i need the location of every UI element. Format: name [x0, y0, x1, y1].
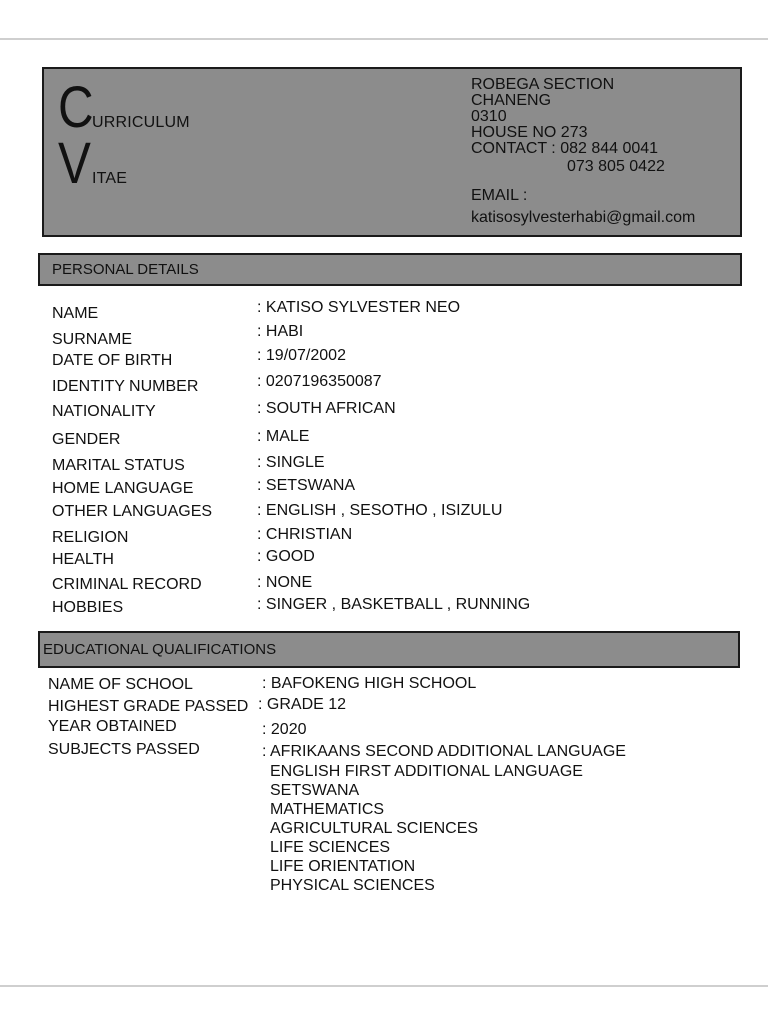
subject-item: PHYSICAL SCIENCES: [270, 877, 435, 894]
detail-label: MARITAL STATUS: [52, 457, 185, 474]
detail-value: : KATISO SYLVESTER NEO: [257, 299, 461, 316]
detail-value: : HABI: [257, 323, 304, 340]
detail-value: : SINGER , BASKETBALL , RUNNING: [257, 596, 531, 613]
section-title: PERSONAL DETAILS: [52, 261, 199, 278]
personal-details-heading: [38, 253, 742, 286]
detail-label: DATE OF BIRTH: [52, 352, 173, 369]
education-value: : AFRIKAANS SECOND ADDITIONAL LANGUAGE: [262, 743, 626, 760]
address-line: 0310: [471, 108, 507, 125]
detail-label: HOBBIES: [52, 599, 124, 616]
education-label: YEAR OBTAINED: [48, 718, 177, 735]
detail-label: GENDER: [52, 431, 121, 448]
subject-item: SETSWANA: [270, 782, 360, 799]
cv-header: [42, 67, 742, 237]
detail-value: : GOOD: [257, 548, 315, 565]
detail-value: : SINGLE: [257, 454, 325, 471]
detail-label: RELIGION: [52, 529, 129, 546]
detail-label: SURNAME: [52, 331, 133, 348]
detail-value: : 19/07/2002: [257, 347, 346, 364]
detail-value: : ENGLISH , SESOTHO , ISIZULU: [257, 502, 503, 519]
bottom-divider: [0, 985, 768, 987]
vitae-initial: V: [58, 131, 91, 196]
detail-label: OTHER LANGUAGES: [52, 503, 213, 520]
curriculum-word: [58, 75, 190, 140]
address-line: ROBEGA SECTION: [471, 76, 615, 93]
curriculum-initial: C: [58, 75, 94, 140]
detail-value: : MALE: [257, 428, 310, 445]
email-label: EMAIL :: [471, 187, 528, 204]
vitae-word: [58, 131, 128, 196]
subject-item: AGRICULTURAL SCIENCES: [270, 820, 479, 837]
subjects-list: [270, 762, 583, 895]
subject-item: ENGLISH FIRST ADDITIONAL LANGUAGE: [270, 763, 583, 780]
contact-line-2: 073 805 0422: [567, 158, 665, 175]
detail-value: : CHRISTIAN: [257, 526, 353, 543]
curriculum-rest: URRICULUM: [92, 114, 190, 131]
detail-label: CRIMINAL RECORD: [52, 576, 202, 593]
education-label: NAME OF SCHOOL: [48, 676, 193, 693]
detail-value: : SOUTH AFRICAN: [257, 400, 396, 417]
subject-item: LIFE SCIENCES: [270, 839, 391, 856]
vitae-rest: ITAE: [92, 170, 128, 187]
email-block: [471, 185, 695, 229]
detail-label: NAME: [52, 305, 99, 322]
email-value: katisosylvesterhabi@gmail.com: [471, 209, 696, 226]
detail-label: IDENTITY NUMBER: [52, 378, 199, 395]
subject-item: MATHEMATICS: [270, 801, 385, 818]
subject-item: LIFE ORIENTATION: [270, 858, 416, 875]
address-block: [471, 77, 665, 175]
education-value: : 2020: [262, 721, 307, 738]
detail-value: : 0207196350087: [257, 373, 382, 390]
detail-label: NATIONALITY: [52, 403, 156, 420]
top-divider: [0, 38, 768, 40]
detail-label: HEALTH: [52, 551, 114, 568]
education-heading: [38, 631, 740, 668]
education-label: HIGHEST GRADE PASSED: [48, 698, 249, 715]
detail-value: : NONE: [257, 574, 313, 591]
contact-line: CONTACT : 082 844 0041: [471, 140, 659, 157]
education-value: : BAFOKENG HIGH SCHOOL: [262, 675, 477, 692]
address-line: CHANENG: [471, 92, 552, 109]
detail-label: HOME LANGUAGE: [52, 480, 194, 497]
education-label: SUBJECTS PASSED: [48, 741, 200, 758]
detail-value: : SETSWANA: [257, 477, 356, 494]
education-value: : GRADE 12: [258, 696, 347, 713]
address-line: HOUSE NO 273: [471, 124, 588, 141]
section-title: EDUCATIONAL QUALIFICATIONS: [43, 641, 277, 658]
